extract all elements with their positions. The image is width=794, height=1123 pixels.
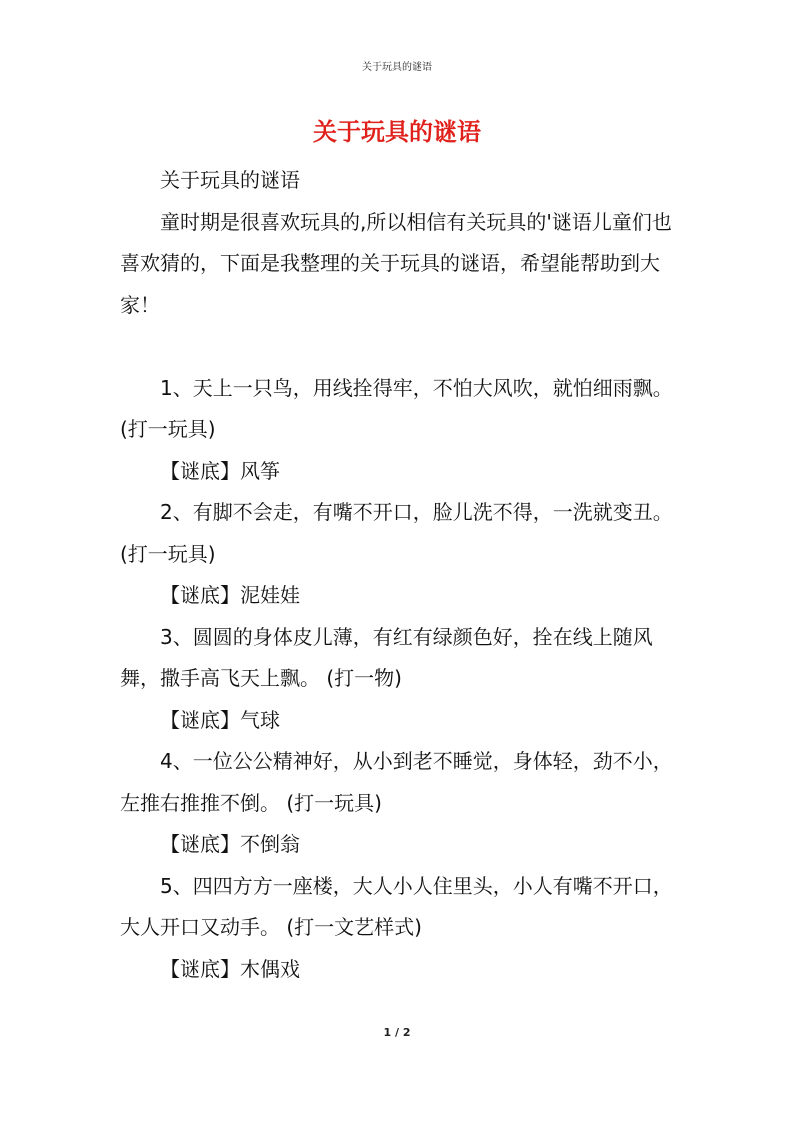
riddle-question: 3、圆圆的身体皮儿薄，有红有绿颜色好，拴在线上随风舞，撒手高飞天上飘。 (打一物) [120,624,653,690]
riddle-answer: 【谜底】木偶戏 [160,956,300,981]
riddle-question: 5、四四方方一座楼，大人小人住里头，小人有嘴不开口，大人开口又动手。 (打一文艺样式) [120,873,673,939]
riddle-answer: 【谜底】泥娃娃 [160,583,300,607]
blank-line [120,326,676,368]
riddle-question: 1、天上一只鸟，用线拴得牢，不怕大风吹，就怕细雨飘。(打一玩具) [120,375,673,441]
running-header: 关于玩具的谜语 [362,62,432,73]
riddle-answer: 【谜底】不倒翁 [160,832,300,856]
intro-paragraph: 童时期是很喜欢玩具的,所以相信有关玩具的'谜语儿童们也喜欢猜的，下面是我整理的关于玩具的谜语，希望能帮助到大家！ [120,209,672,317]
riddle-answer: 【谜底】气球 [160,707,280,732]
riddle-question: 2、有脚不会走，有嘴不开口，脸儿洗不得，一洗就变丑。(打一玩具) [120,500,673,566]
document-body [120,160,676,990]
document-title: 关于玩具的谜语 [313,118,481,146]
page-number: 1 / 2 [383,1026,411,1039]
riddle-question: 4、一位公公精神好，从小到老不睡觉，身体轻，劲不小，左推右推推不倒。 (打一玩具) [120,749,673,815]
subtitle-paragraph: 关于玩具的谜语 [160,168,300,192]
riddle-answer: 【谜底】风筝 [160,458,280,483]
